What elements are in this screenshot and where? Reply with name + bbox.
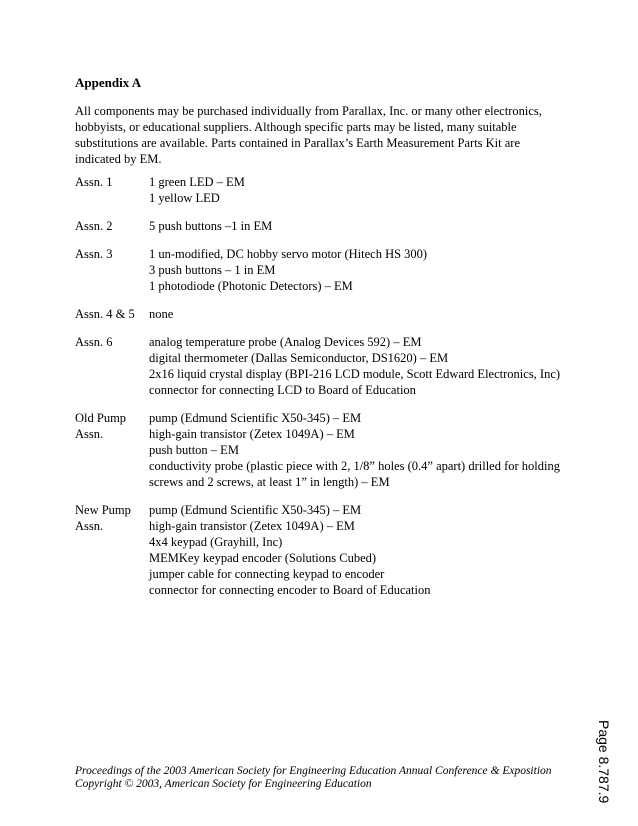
footer-proceedings-line: Proceedings of the 2003 American Society for Engineering Education Annual Conference & Exposition <box>75 765 552 777</box>
intro-paragraph: All components may be purchased individually from Parallax, Inc. or many other electronics, hobbyists, or educational suppliers. Although specific parts may be listed, many suitable substitutions are available. Parts contained in Parallax’s Earth Measurement Parts Kit are indicated by EM. <box>75 104 542 166</box>
assignment-items <box>149 174 575 206</box>
assignment-label-line: Old Pump <box>75 411 127 425</box>
component-item: high-gain transistor (Zetex 1049A) – EM <box>149 427 355 441</box>
component-item: pump (Edmund Scientific X50-345) – EM <box>149 411 362 425</box>
assignment-row <box>75 410 575 490</box>
assignment-label <box>75 502 149 598</box>
assignment-items <box>149 410 575 490</box>
assignment-label-line: Assn. 1 <box>75 175 113 189</box>
component-item: 4x4 keypad (Grayhill, Inc) <box>149 535 283 549</box>
assignment-label-line: Assn. <box>75 519 104 533</box>
component-item: analog temperature probe (Analog Devices 592) – EM <box>149 335 422 349</box>
assignment-list <box>75 174 575 610</box>
component-item: 1 green LED – EM <box>149 175 245 189</box>
assignment-row <box>75 174 575 206</box>
component-item: connector for connecting LCD to Board of Education <box>149 383 416 397</box>
assignment-label <box>75 410 149 490</box>
assignment-row <box>75 334 575 398</box>
assignment-label-line: Assn. <box>75 427 104 441</box>
assignment-label <box>75 218 149 234</box>
assignment-row <box>75 246 575 294</box>
component-item: MEMKey keypad encoder (Solutions Cubed) <box>149 551 377 565</box>
component-item: conductivity probe (plastic piece with 2, 1/8” holes (0.4” apart) drilled for holding screws and 2 screws, at least 1” in length) – EM <box>149 459 560 489</box>
page-number: Page 8.787.9 <box>596 720 612 804</box>
component-item: 3 push buttons – 1 in EM <box>149 263 276 277</box>
assignment-items <box>149 502 575 598</box>
assignment-label-line: New Pump <box>75 503 131 517</box>
assignment-label-line: Assn. 4 & 5 <box>75 307 135 321</box>
assignment-row <box>75 306 575 322</box>
component-item: 5 push buttons –1 in EM <box>149 219 273 233</box>
component-item: high-gain transistor (Zetex 1049A) – EM <box>149 519 355 533</box>
component-item: 1 photodiode (Photonic Detectors) – EM <box>149 279 353 293</box>
assignment-label-line: Assn. 2 <box>75 219 113 233</box>
component-item: connector for connecting encoder to Board of Education <box>149 583 431 597</box>
component-item: jumper cable for connecting keypad to encoder <box>149 567 385 581</box>
assignment-row <box>75 218 575 234</box>
assignment-label <box>75 174 149 206</box>
component-item: none <box>149 307 174 321</box>
component-item: digital thermometer (Dallas Semiconductor, DS1620) – EM <box>149 351 449 365</box>
component-item: 1 yellow LED <box>149 191 220 205</box>
component-item: 1 un-modified, DC hobby servo motor (Hitech HS 300) <box>149 247 428 261</box>
footer-copyright-line: Copyright © 2003, American Society for Engineering Education <box>75 778 372 790</box>
assignment-label <box>75 246 149 294</box>
assignment-label-line: Assn. 6 <box>75 335 113 349</box>
proceedings-footer <box>75 765 552 791</box>
assignment-items <box>149 246 575 294</box>
assignment-items <box>149 306 575 322</box>
appendix-title: Appendix A <box>75 75 142 90</box>
component-item: push button – EM <box>149 443 239 457</box>
assignment-label <box>75 334 149 398</box>
assignment-items <box>149 334 575 398</box>
component-item: 2x16 liquid crystal display (BPI-216 LCD module, Scott Edward Electronics, Inc) <box>149 367 561 381</box>
component-item: pump (Edmund Scientific X50-345) – EM <box>149 503 362 517</box>
assignment-items <box>149 218 575 234</box>
assignment-label-line: Assn. 3 <box>75 247 113 261</box>
assignment-label <box>75 306 149 322</box>
assignment-row <box>75 502 575 598</box>
